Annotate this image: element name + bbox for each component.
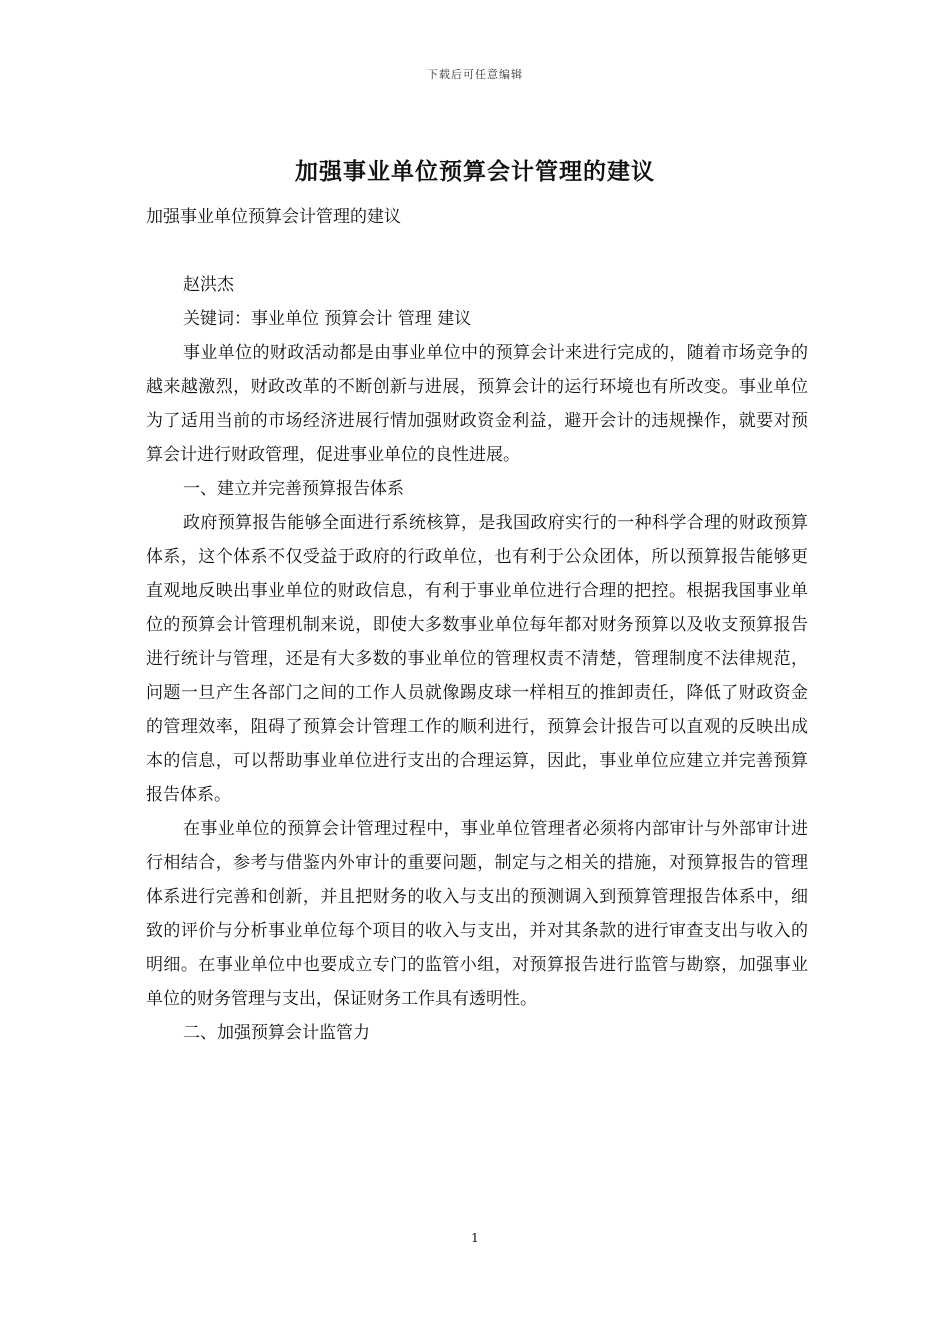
document-body (146, 200, 808, 1050)
section-1-paragraph-1: 政府预算报告能够全面进行系统核算，是我国政府实行的一种科学合理的财政预算体系，这个体系不仅受益于政府的行政单位，也有利于公众团体，所以预算报告能够更直观地反映出事业单位的财政信息，有利于事业单位进行合理的把控。根据我国事业单位的预算会计管理机制来说，即使大多数事业单位每年都对财务预算以及收支预算报告进行统计与管理，还是有大多数的事业单位的管理权责不清楚，管理制度不法律规范，问题一旦产生各部门之间的工作人员就像踢皮球一样相互的推卸责任，降低了财政资金的管理效率，阻碍了预算会计管理工作的顺利进行，预算会计报告可以直观的反映出成本的信息，可以帮助事业单位进行支出的合理运算，因此，事业单位应建立并完善预算报告体系。 (146, 513, 808, 805)
document-title: 加强事业单位预算会计管理的建议 (295, 158, 655, 185)
intro-paragraph: 事业单位的财政活动都是由事业单位中的预算会计来进行完成的，随着市场竞争的越来越激烈，财政改革的不断创新与进展，预算会计的运行环境也有所改变。事业单位为了适用当前的市场经济进展行情加强财政资金利益，避开会计的违规操作，就要对预算会计进行财政管理，促进事业单位的良性进展。 (146, 343, 808, 465)
keywords-line: 关键词：事业单位 预算会计 管理 建议 (183, 309, 472, 329)
page-number: 1 (471, 1231, 479, 1245)
header-note: 下载后可任意编辑 (427, 68, 523, 81)
section-heading-1: 一、建立并完善预算报告体系 (183, 479, 404, 499)
spacer (146, 234, 808, 268)
document-subtitle: 加强事业单位预算会计管理的建议 (146, 207, 401, 227)
section-1-paragraph-2: 在事业单位的预算会计管理过程中，事业单位管理者必须将内部审计与外部审计进行相结合，参考与借鉴内外审计的重要问题，制定与之相关的措施，对预算报告的管理体系进行完善和创新，并且把财务的收入与支出的预测调入到预算管理报告体系中，细致的评价与分析事业单位每个项目的收入与支出，并对其条款的进行审查支出与收入的明细。在事业单位中也要成立专门的监管小组，对预算报告进行监管与勘察，加强事业单位的财务管理与支出，保证财务工作具有透明性。 (146, 819, 808, 1009)
author-name: 赵洪杰 (183, 275, 234, 295)
section-heading-2: 二、加强预算会计监管力 (183, 1023, 370, 1043)
